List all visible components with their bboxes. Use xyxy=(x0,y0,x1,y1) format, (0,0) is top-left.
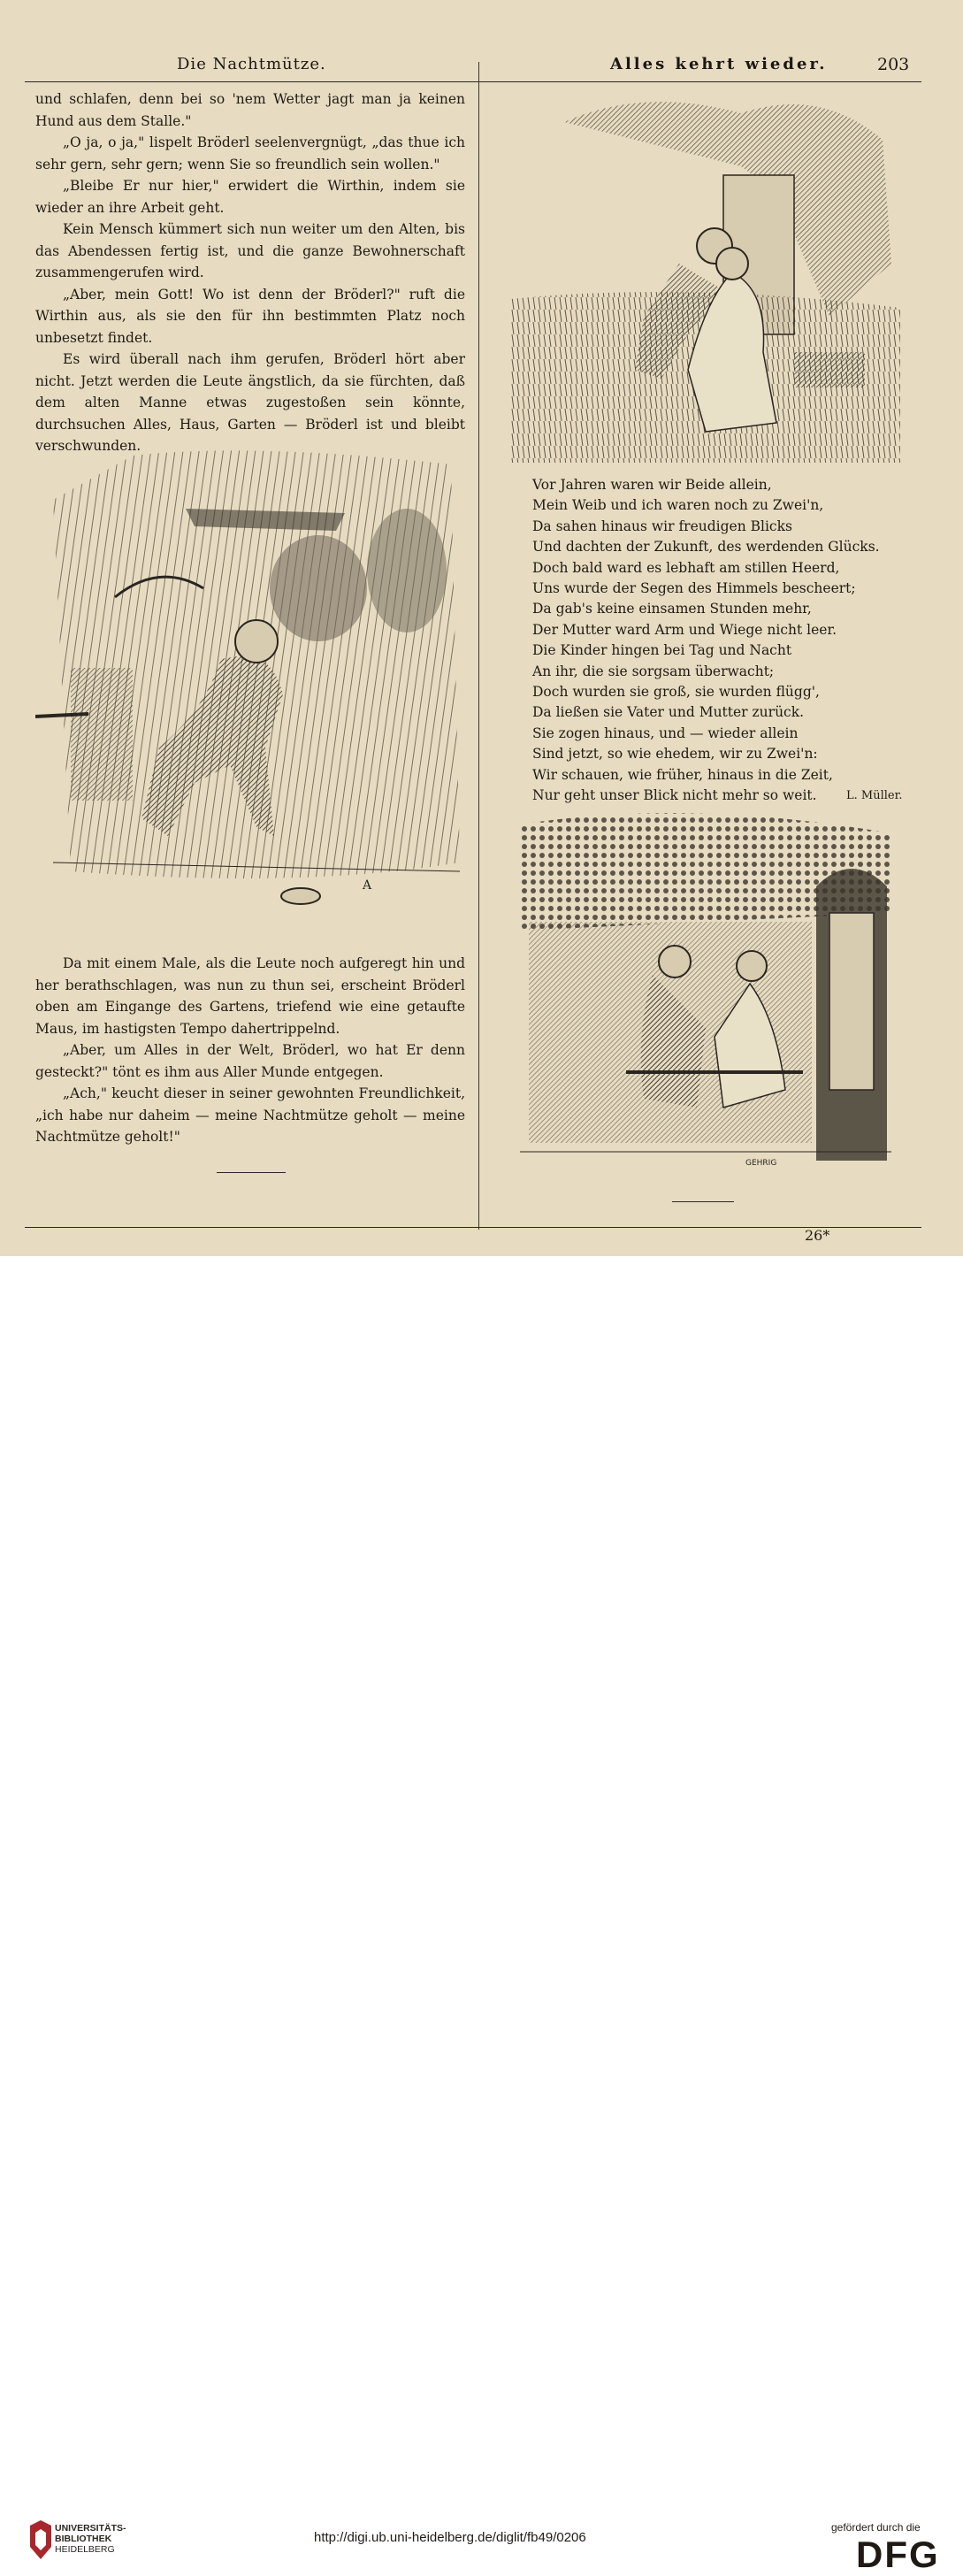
section-end-rule xyxy=(217,1172,286,1173)
poem-line: Sie zogen hinaus, und — wieder allein xyxy=(532,724,799,741)
digitization-footer xyxy=(0,1256,963,2575)
paragraph: Da mit einem Male, als die Leute noch aufgeregt hin und her berathschlagen, was nun zu thun sei, erscheint Bröderl oben am Eingange des Gartens, triefend wie eine getaufte Maus, im hastigsten Tempo dahertrippelnd. xyxy=(35,955,465,1037)
bottom-illustration-signature: GEHRIG xyxy=(745,1159,777,1168)
paragraph: „Bleibe Er nur hier," erwidert die Wirthin, indem sie wieder an ihre Arbeit geht. xyxy=(35,178,465,216)
poem-line-text: Nur geht unser Blick nicht mehr so weit. xyxy=(532,787,817,804)
poem-line: Uns wurde der Segen des Himmels bescheert; xyxy=(532,580,856,597)
poem-line: Und dachten der Zukunft, des werdenden Glücks. xyxy=(532,539,880,556)
left-column-text-top xyxy=(35,88,465,457)
paragraph: „O ja, o ja," lispelt Bröderl seelenvergnügt, „das thue ich sehr gern, sehr gern; wenn Sie so freundlich sein wollen." xyxy=(35,134,465,172)
funding-text: gefördert durch die xyxy=(831,2521,921,2534)
paragraph: Kein Mensch kümmert sich nun weiter um den Alten, bis das Abendessen fertig ist, und die ganze Bewohnerschaft zusammengerufen wird. xyxy=(35,221,465,280)
poem-line: Sind jetzt, so wie ehedem, wir zu Zwei'n: xyxy=(532,746,818,763)
paragraph: „Ach," keucht dieser in seiner gewohnten Freundlichkeit, „ich habe nur daheim — meine Nachtmütze geholt — meine Nachtmütze geholt!" xyxy=(35,1085,465,1145)
illustration-old-couple xyxy=(511,807,900,1196)
library-name-line3: HEIDELBERG xyxy=(55,2544,115,2555)
library-name-line2: BIBLIOTHEK xyxy=(55,2534,112,2544)
illustration-rain-old-man xyxy=(35,447,465,924)
scanned-page xyxy=(0,0,963,1256)
paragraph: und schlafen, denn bei so 'nem Wetter jagt man ja keinen Hund aus dem Stalle." xyxy=(35,91,465,129)
illustration-young-couple xyxy=(511,87,900,463)
rain-illustration-monogram: A xyxy=(363,878,372,893)
poem xyxy=(532,475,921,807)
header-rule xyxy=(25,81,921,82)
library-name-line1: UNIVERSITÄTS- xyxy=(55,2523,126,2534)
poem-line: Da gab's keine einsamen Stunden mehr, xyxy=(532,601,812,617)
left-running-head: Die Nachtmütze. xyxy=(177,55,326,73)
library-name xyxy=(55,2523,126,2555)
paragraph: „Aber, um Alles in der Welt, Bröderl, wo hat Er denn gesteckt?" tönt es ihm aus Aller Munde entgegen. xyxy=(35,1042,465,1080)
poem-line: Doch wurden sie groß, sie wurden flügg', xyxy=(532,684,820,701)
digitization-url[interactable]: http://digi.ub.uni-heidelberg.de/diglit/fb49/0206 xyxy=(314,2530,586,2545)
signature-mark: 26* xyxy=(805,1227,830,1244)
poem-line: Vor Jahren waren wir Beide allein, xyxy=(532,477,772,493)
dfg-logo: DFG xyxy=(856,2534,940,2575)
poem-line: Doch bald ward es lebhaft am stillen Heerd, xyxy=(532,559,840,576)
poem-line xyxy=(532,786,921,806)
page-number: 203 xyxy=(877,55,910,74)
poem-line: Da ließen sie Vater und Mutter zurück. xyxy=(532,704,805,721)
poem-line: Die Kinder hingen bei Tag und Nacht xyxy=(532,642,792,659)
column-divider xyxy=(478,62,479,1230)
footer-rule xyxy=(25,1227,921,1228)
poem-line: Der Mutter ward Arm und Wiege nicht leer. xyxy=(532,621,837,638)
left-column-text-bottom xyxy=(35,953,465,1148)
poem-line: Wir schauen, wie früher, hinaus in die Zeit, xyxy=(532,766,833,783)
poem-line: Mein Weib und ich waren noch zu Zwei'n, xyxy=(532,497,824,514)
library-logo-icon xyxy=(28,2520,53,2564)
poem-author: L. Müller. xyxy=(846,789,903,803)
poem-end-rule xyxy=(672,1201,734,1202)
right-running-head: Alles kehrt wieder. xyxy=(610,55,828,73)
poem-line: Da sahen hinaus wir freudigen Blicks xyxy=(532,518,792,534)
paragraph: „Aber, mein Gott! Wo ist denn der Bröderl?" ruft die Wirthin aus, als sie den für ihn bestimmten Platz noch unbesetzt findet. xyxy=(35,286,465,346)
paragraph: Es wird überall nach ihm gerufen, Bröderl hört aber nicht. Jetzt werden die Leute ängstlich, da sie fürchten, daß dem alten Manne etwas zugestoßen sein könnte, durchsuchen Alles, Haus, Garten — Bröderl ist und bleibt verschwunden. xyxy=(35,351,465,454)
poem-line: An ihr, die sie sorgsam überwacht; xyxy=(532,663,775,679)
